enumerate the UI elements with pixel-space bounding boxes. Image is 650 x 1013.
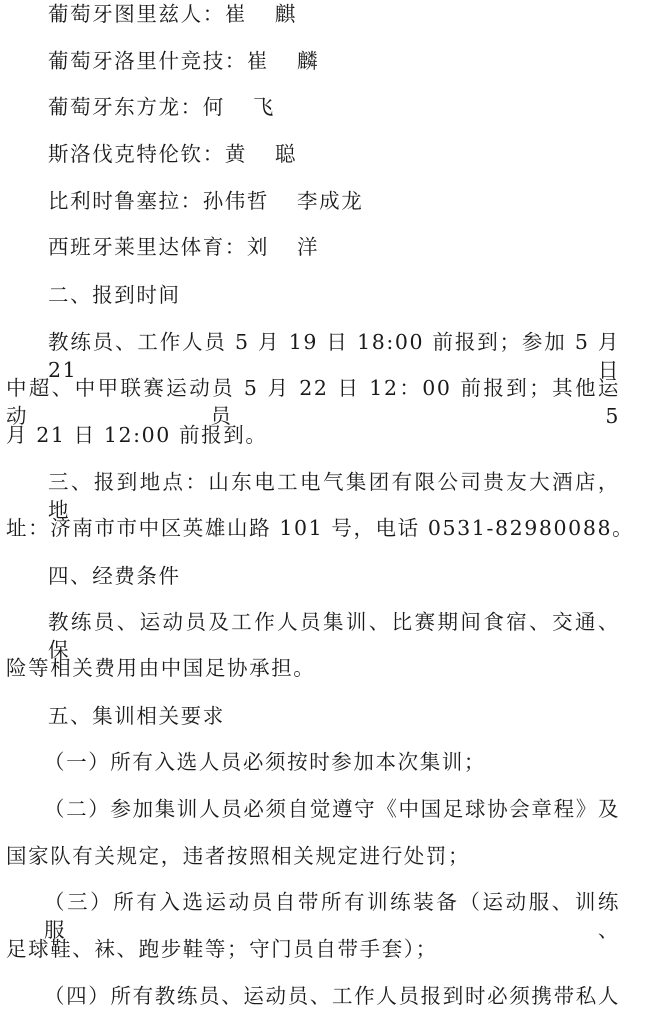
list-item: （一）所有入选人员必须按时参加本次集训； xyxy=(44,750,486,774)
paragraph-line: 址：济南市市中区英雄山路 101 号，电话 0531-82980088。 xyxy=(6,516,635,540)
paragraph-line: 中超、中甲联赛运动员 5 月 22 日 12：00 前报到；其他运动员 5 xyxy=(6,376,620,428)
roster-player-name: 孙伟哲 xyxy=(202,189,270,213)
roster-player-name: 洋 xyxy=(297,235,320,259)
roster-player-name: 崔 xyxy=(246,49,270,73)
roster-player-name: 刘 xyxy=(246,235,270,259)
list-item-continuation: 足球鞋、袜、跑步鞋等；守门员自带手套）； xyxy=(6,937,438,961)
roster-player-name: 崔 xyxy=(224,2,247,26)
roster-club: 斯洛伐克特伦钦： xyxy=(48,142,225,166)
list-item: （三）所有入选运动员自带所有训练装备（运动服、训练服、 xyxy=(44,890,620,942)
roster-club: 葡萄牙洛里什竞技： xyxy=(48,49,247,73)
roster-line xyxy=(48,233,319,261)
list-item: （四）所有教练员、运动员、工作人员报到时必须携带私人 xyxy=(44,984,620,1008)
roster-line xyxy=(48,140,297,168)
roster-player-name: 黄 xyxy=(224,142,247,166)
roster-player-name: 何 xyxy=(202,95,225,119)
roster-player-name: 李成龙 xyxy=(297,189,364,213)
roster-line xyxy=(48,93,275,121)
roster-line xyxy=(48,0,297,28)
section-heading: 五、集训相关要求 xyxy=(48,704,225,728)
paragraph-line: 教练员、工作人员 5 月 19 日 18:00 前报到；参加 5 月 21 日 xyxy=(48,330,620,382)
roster-club: 葡萄牙东方龙： xyxy=(48,95,203,119)
roster-player-name: 飞 xyxy=(252,95,275,119)
roster-player-name: 麒 xyxy=(274,2,298,26)
section-heading: 四、经费条件 xyxy=(48,564,181,588)
roster-line xyxy=(48,187,363,215)
paragraph-line: 险等相关费用由中国足协承担。 xyxy=(6,656,316,680)
paragraph-line: 教练员、运动员及工作人员集训、比赛期间食宿、交通、保 xyxy=(48,610,620,662)
roster-club: 比利时鲁塞拉： xyxy=(48,189,203,213)
roster-club: 西班牙莱里达体育： xyxy=(48,235,247,259)
paragraph-line: 三、报到地点：山东电工电气集团有限公司贵友大酒店，地 xyxy=(48,470,620,522)
roster-player-name: 聪 xyxy=(274,142,298,166)
roster-player-name: 麟 xyxy=(297,49,320,73)
list-item-continuation: 国家队有关规定，违者按照相关规定进行处罚； xyxy=(6,844,471,868)
section-heading: 二、报到时间 xyxy=(48,283,181,307)
roster-line xyxy=(48,47,319,75)
roster-club: 葡萄牙图里兹人： xyxy=(48,2,225,26)
list-item: （二）参加集训人员必须自觉遵守《中国足球协会章程》及 xyxy=(44,797,620,821)
paragraph-line: 月 21 日 12:00 前报到。 xyxy=(6,423,268,447)
